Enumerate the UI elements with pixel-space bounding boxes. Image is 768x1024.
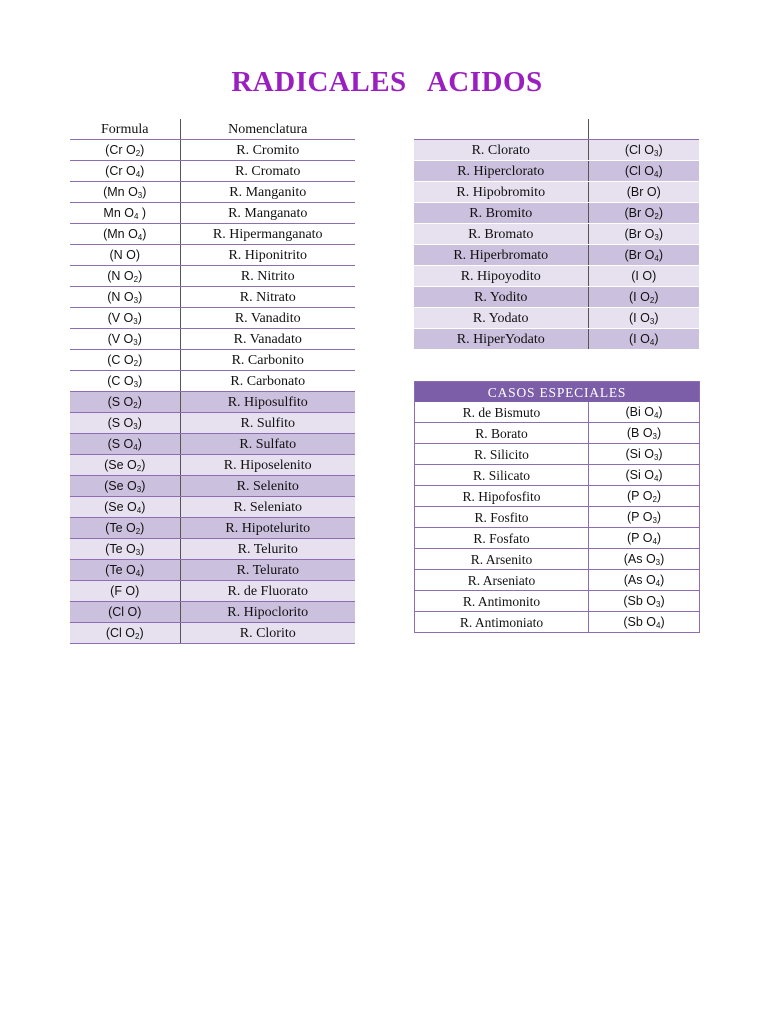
- table-row: [415, 444, 700, 465]
- nomenclature-cell: R. Hipermanganato: [180, 224, 355, 245]
- formula-subscript: 3: [654, 148, 659, 158]
- formula-cell: [588, 161, 699, 182]
- formula-cell: [70, 518, 180, 539]
- nomenclature-cell: R. Hipotelurito: [180, 518, 355, 539]
- table-row: [70, 329, 355, 350]
- formula-cell: [588, 266, 699, 287]
- formula-text: Mn O: [103, 205, 134, 220]
- formula-text: ): [660, 593, 665, 608]
- formula-cell: [588, 329, 699, 350]
- formula-subscript: 4: [135, 169, 141, 179]
- formula-subscript: 3: [133, 337, 138, 347]
- formula-cell: [70, 245, 180, 266]
- formula-cell: [70, 266, 180, 287]
- formula-text: ): [654, 289, 659, 304]
- formula-cell: [70, 224, 180, 245]
- formula-text: (I O: [629, 331, 650, 346]
- formula-subscript: 4: [655, 578, 661, 588]
- table-row: [70, 560, 355, 581]
- nomenclature-cell: R. Arseniato: [415, 570, 589, 591]
- formula-text: ): [140, 163, 145, 178]
- table-row: [70, 350, 355, 371]
- nomenclature-cell: R. Manganito: [180, 182, 355, 203]
- formula-text: ): [654, 310, 659, 325]
- formula-cell: [70, 476, 180, 497]
- formula-subscript: 4: [652, 536, 657, 546]
- table-row: [70, 623, 355, 644]
- formula-cell: [588, 224, 699, 245]
- formula-text: ): [137, 415, 142, 430]
- formula-subscript: 4: [654, 253, 659, 263]
- table-row: [70, 140, 355, 161]
- formula-text: ): [139, 625, 144, 640]
- formula-text: (Te O: [105, 520, 136, 535]
- table-row: [414, 287, 699, 308]
- nomenclature-cell: R. Nitrato: [180, 287, 355, 308]
- formula-cell: [70, 161, 180, 182]
- formula-subscript: 2: [652, 494, 657, 504]
- formula-subscript: 2: [135, 631, 140, 641]
- formula-text: ): [658, 205, 663, 220]
- nomenclature-cell: R. Hiposulfito: [180, 392, 355, 413]
- nomenclature-cell: R. Hipoclorito: [180, 602, 355, 623]
- formula-subscript: 2: [133, 400, 138, 410]
- nomenclature-cell: R. Hipobromito: [414, 182, 588, 203]
- table-row: [70, 371, 355, 392]
- table-row: [414, 203, 699, 224]
- formula-text: (Cl O: [624, 142, 655, 157]
- formula-cell: [70, 623, 180, 644]
- formula-text: (Te O: [105, 541, 136, 556]
- formula-text: (P O: [626, 488, 653, 503]
- table-row: [70, 392, 355, 413]
- nomenclature-cell: R. Bromato: [414, 224, 588, 245]
- table-row: [415, 528, 700, 549]
- table-row: [70, 602, 355, 623]
- nomenclature-cell: R. Cromito: [180, 140, 355, 161]
- formula-text: (Sb O: [623, 614, 657, 629]
- formula-subscript: 3: [653, 452, 659, 462]
- formula-cell: [70, 140, 180, 161]
- formula-text: (As O: [623, 551, 656, 566]
- nomenclature-column-header: Nomenclatura: [180, 119, 355, 140]
- table-row: [70, 581, 355, 602]
- formula-cell: [589, 423, 700, 444]
- formula-cell: [589, 486, 700, 507]
- formula-text: (B O: [626, 425, 653, 440]
- formula-text: (N O: [107, 289, 134, 304]
- formula-text: (Cl O): [108, 604, 142, 619]
- formula-subscript: 2: [135, 526, 141, 536]
- table-row: [70, 266, 355, 287]
- table-row: [415, 591, 700, 612]
- formula-cell: [70, 497, 180, 518]
- table-header-row: [415, 382, 700, 403]
- formula-cell: [589, 612, 700, 633]
- special-cases-table: [414, 381, 700, 633]
- formula-cell: [589, 444, 700, 465]
- formula-cell: [70, 455, 180, 476]
- table-row: [415, 507, 700, 528]
- table-row: [70, 224, 355, 245]
- formula-text: (Cl O: [105, 625, 136, 640]
- formula-text: ): [137, 436, 142, 451]
- formula-text: ): [138, 352, 143, 367]
- formula-subscript: 3: [649, 316, 655, 326]
- formula-subscript: 4: [649, 337, 655, 347]
- nomenclature-cell: R. Vanadato: [180, 329, 355, 350]
- nomenclature-cell: R. Hiponitrito: [180, 245, 355, 266]
- formula-text: ): [142, 226, 147, 241]
- formula-subscript: 3: [135, 547, 141, 557]
- formula-subscript: 4: [136, 505, 142, 515]
- formula-text: ): [654, 331, 659, 346]
- formula-subscript: 2: [649, 295, 655, 305]
- formula-subscript: 4: [135, 568, 141, 578]
- formula-subscript: 3: [656, 599, 661, 609]
- formula-subscript: 3: [654, 232, 659, 242]
- table-header-row: [70, 119, 355, 140]
- right-radicals-table: [414, 119, 699, 350]
- nomenclature-cell: R. de Bismuto: [415, 402, 589, 423]
- formula-text: (Mn O: [103, 184, 138, 199]
- formula-cell: [588, 182, 699, 203]
- formula-subscript: 3: [137, 190, 143, 200]
- table-row: [414, 161, 699, 182]
- formula-text: (S O: [107, 415, 134, 430]
- table-row: [414, 329, 699, 350]
- table-row: [70, 455, 355, 476]
- table-row: [70, 434, 355, 455]
- page-title: RADICALES ACIDOS: [231, 66, 543, 98]
- formula-cell: [70, 602, 180, 623]
- formula-text: ): [141, 457, 146, 472]
- formula-text: ): [658, 446, 663, 461]
- table-row: [415, 486, 700, 507]
- formula-cell: [70, 287, 180, 308]
- nomenclature-cell: R. Fosfito: [415, 507, 589, 528]
- formula-text: ): [138, 373, 143, 388]
- table-row: [70, 161, 355, 182]
- formula-text: (I O: [629, 289, 650, 304]
- table-row: [70, 245, 355, 266]
- formula-subscript: 4: [133, 442, 138, 452]
- formula-cell: [589, 591, 700, 612]
- formula-text: ): [658, 142, 663, 157]
- nomenclature-cell: R. Clorito: [180, 623, 355, 644]
- formula-text: (Bi O: [625, 404, 654, 419]
- formula-text: (I O): [631, 268, 657, 283]
- table-row: [70, 476, 355, 497]
- formula-cell: [589, 549, 700, 570]
- nomenclature-cell: R. Cromato: [180, 161, 355, 182]
- nomenclature-cell: R. de Fluorato: [180, 581, 355, 602]
- nomenclature-cell: R. Sulfito: [180, 413, 355, 434]
- formula-cell: [589, 528, 700, 549]
- nomenclature-cell: R. Hipoyodito: [414, 266, 588, 287]
- nomenclature-cell: R. Yodito: [414, 287, 588, 308]
- table-row: [414, 266, 699, 287]
- formula-text: ): [138, 268, 143, 283]
- nomenclature-cell: R. Arsenito: [415, 549, 589, 570]
- formula-text: (Br O: [624, 205, 655, 220]
- formula-text: (Br O: [624, 226, 655, 241]
- nomenclature-cell: R. Telurito: [180, 539, 355, 560]
- formula-text: ): [658, 467, 663, 482]
- table-row: [414, 245, 699, 266]
- formula-cell: [70, 392, 180, 413]
- formula-text: ): [660, 551, 665, 566]
- formula-subscript: 4: [654, 169, 659, 179]
- formula-text: ): [658, 404, 663, 419]
- formula-subscript: 3: [652, 515, 657, 525]
- nomenclature-cell: R. Selenito: [180, 476, 355, 497]
- formula-text: (Se O: [104, 478, 137, 493]
- formula-text: (C O: [107, 373, 134, 388]
- formula-text: ): [660, 572, 665, 587]
- table-row: [415, 612, 700, 633]
- formula-cell: [70, 329, 180, 350]
- nomenclature-cell: R. Antimoniato: [415, 612, 589, 633]
- formula-text: (Si O: [625, 446, 654, 461]
- formula-subscript: 4: [653, 410, 659, 420]
- formula-text: ): [140, 520, 145, 535]
- formula-cell: [70, 434, 180, 455]
- nomenclature-cell: R. Nitrito: [180, 266, 355, 287]
- nomenclature-cell: R. Silicato: [415, 465, 589, 486]
- formula-text: ): [658, 247, 663, 262]
- formula-text: ): [656, 530, 662, 545]
- nomenclature-cell: R. Hiperbromato: [414, 245, 588, 266]
- formula-text: (V O: [107, 310, 134, 325]
- formula-text: ): [660, 614, 665, 629]
- formula-subscript: 4: [133, 211, 139, 221]
- formula-text: ): [657, 425, 662, 440]
- formula-cell: [70, 539, 180, 560]
- table-row: [70, 539, 355, 560]
- formula-text: (Br O): [626, 184, 661, 199]
- formula-subscript: 3: [133, 316, 138, 326]
- formula-text: (Si O: [625, 467, 654, 482]
- formula-text: (Mn O: [103, 226, 138, 241]
- nomenclature-cell: R. Telurato: [180, 560, 355, 581]
- table-row: [70, 308, 355, 329]
- formula-cell: [588, 140, 699, 161]
- nomenclature-cell: R. Manganato: [180, 203, 355, 224]
- nomenclature-cell: R. Seleniato: [180, 497, 355, 518]
- table-row: [415, 423, 700, 444]
- formula-cell: [70, 203, 180, 224]
- formula-text: (I O: [629, 310, 650, 325]
- formula-text: (S O: [107, 394, 134, 409]
- formula-subscript: 4: [656, 620, 661, 630]
- formula-text: (Br O: [624, 247, 655, 262]
- formula-text: ): [137, 310, 142, 325]
- formula-text: (N O: [107, 268, 134, 283]
- nomenclature-cell: R. Carbonito: [180, 350, 355, 371]
- formula-subscript: 2: [133, 274, 139, 284]
- formula-text: (Cr O: [105, 142, 136, 157]
- formula-cell: [588, 308, 699, 329]
- formula-cell: [589, 507, 700, 528]
- table-row: [70, 182, 355, 203]
- formula-text: (S O: [107, 436, 134, 451]
- formula-cell: [589, 465, 700, 486]
- nomenclature-cell: R. Sulfato: [180, 434, 355, 455]
- special-cases-header: CASOS ESPECIALES: [415, 382, 700, 403]
- formula-text: (Cr O: [105, 163, 136, 178]
- table-row: [414, 140, 699, 161]
- formula-text: ): [656, 509, 662, 524]
- formula-subscript: 2: [133, 358, 139, 368]
- formula-text: ): [137, 331, 142, 346]
- nomenclature-cell: R. HiperYodato: [414, 329, 588, 350]
- nomenclature-cell: R. Antimonito: [415, 591, 589, 612]
- formula-cell: [70, 560, 180, 581]
- formula-text: ): [138, 289, 143, 304]
- formula-subscript: 2: [135, 148, 141, 158]
- table-row: [70, 413, 355, 434]
- table-row: [414, 182, 699, 203]
- table-row: [415, 570, 700, 591]
- nomenclature-cell: R. Hiperclorato: [414, 161, 588, 182]
- nomenclature-cell: R. Silicito: [415, 444, 589, 465]
- formula-text: (V O: [107, 331, 134, 346]
- formula-cell: [589, 570, 700, 591]
- nomenclature-cell: R. Fosfato: [415, 528, 589, 549]
- formula-text: (C O: [107, 352, 134, 367]
- formula-text: ): [656, 488, 662, 503]
- formula-cell: [588, 203, 699, 224]
- nomenclature-cell: R. Hiposelenito: [180, 455, 355, 476]
- formula-subscript: 3: [652, 431, 657, 441]
- formula-subscript: 3: [133, 295, 139, 305]
- table-row: [70, 497, 355, 518]
- table-row: [414, 224, 699, 245]
- table-row: [414, 308, 699, 329]
- formula-text: (Te O: [105, 562, 136, 577]
- table-row: [415, 402, 700, 423]
- formula-column-header: Formula: [70, 119, 180, 140]
- formula-subscript: 3: [655, 557, 661, 567]
- formula-subscript: 3: [133, 421, 138, 431]
- formula-text: (Se O: [104, 499, 137, 514]
- nomenclature-cell: R. Hipofosfito: [415, 486, 589, 507]
- nomenclature-cell: R. Bromito: [414, 203, 588, 224]
- formula-text: (Sb O: [623, 593, 657, 608]
- formula-subscript: 2: [654, 211, 659, 221]
- formula-text: ): [140, 142, 145, 157]
- empty-header-cell: [588, 119, 699, 140]
- formula-text: ): [138, 205, 147, 220]
- formula-text: ): [658, 226, 663, 241]
- formula-cell: [588, 287, 699, 308]
- formula-cell: [588, 245, 699, 266]
- formula-subscript: 3: [133, 379, 139, 389]
- formula-cell: [70, 371, 180, 392]
- formula-cell: [70, 581, 180, 602]
- formula-text: (P O: [626, 530, 653, 545]
- formula-text: ): [137, 394, 142, 409]
- formula-text: (P O: [626, 509, 653, 524]
- formula-text: ): [140, 562, 145, 577]
- nomenclature-cell: R. Vanadito: [180, 308, 355, 329]
- table-row: [70, 518, 355, 539]
- formula-cell: [70, 308, 180, 329]
- table-row: [70, 203, 355, 224]
- empty-header-cell: [414, 119, 588, 140]
- formula-cell: [70, 413, 180, 434]
- formula-subscript: 4: [137, 232, 143, 242]
- formula-cell: [70, 350, 180, 371]
- nomenclature-cell: R. Borato: [415, 423, 589, 444]
- table-row: [415, 465, 700, 486]
- nomenclature-cell: R. Yodato: [414, 308, 588, 329]
- formula-text: (N O): [109, 247, 141, 262]
- table-row: [415, 549, 700, 570]
- formula-text: ): [141, 499, 146, 514]
- left-radicals-table: [70, 119, 355, 644]
- formula-text: (Cl O: [624, 163, 655, 178]
- formula-text: (As O: [623, 572, 656, 587]
- formula-text: ): [140, 541, 145, 556]
- formula-text: ): [142, 184, 147, 199]
- formula-subscript: 2: [136, 463, 142, 473]
- formula-subscript: 3: [136, 484, 142, 494]
- formula-cell: [70, 182, 180, 203]
- table-row: [70, 287, 355, 308]
- table-header-row: [414, 119, 699, 140]
- formula-cell: [589, 402, 700, 423]
- formula-text: ): [141, 478, 146, 493]
- formula-text: ): [658, 163, 663, 178]
- formula-text: (Se O: [104, 457, 137, 472]
- nomenclature-cell: R. Clorato: [414, 140, 588, 161]
- nomenclature-cell: R. Carbonato: [180, 371, 355, 392]
- formula-subscript: 4: [653, 473, 659, 483]
- formula-text: (F O): [110, 583, 140, 598]
